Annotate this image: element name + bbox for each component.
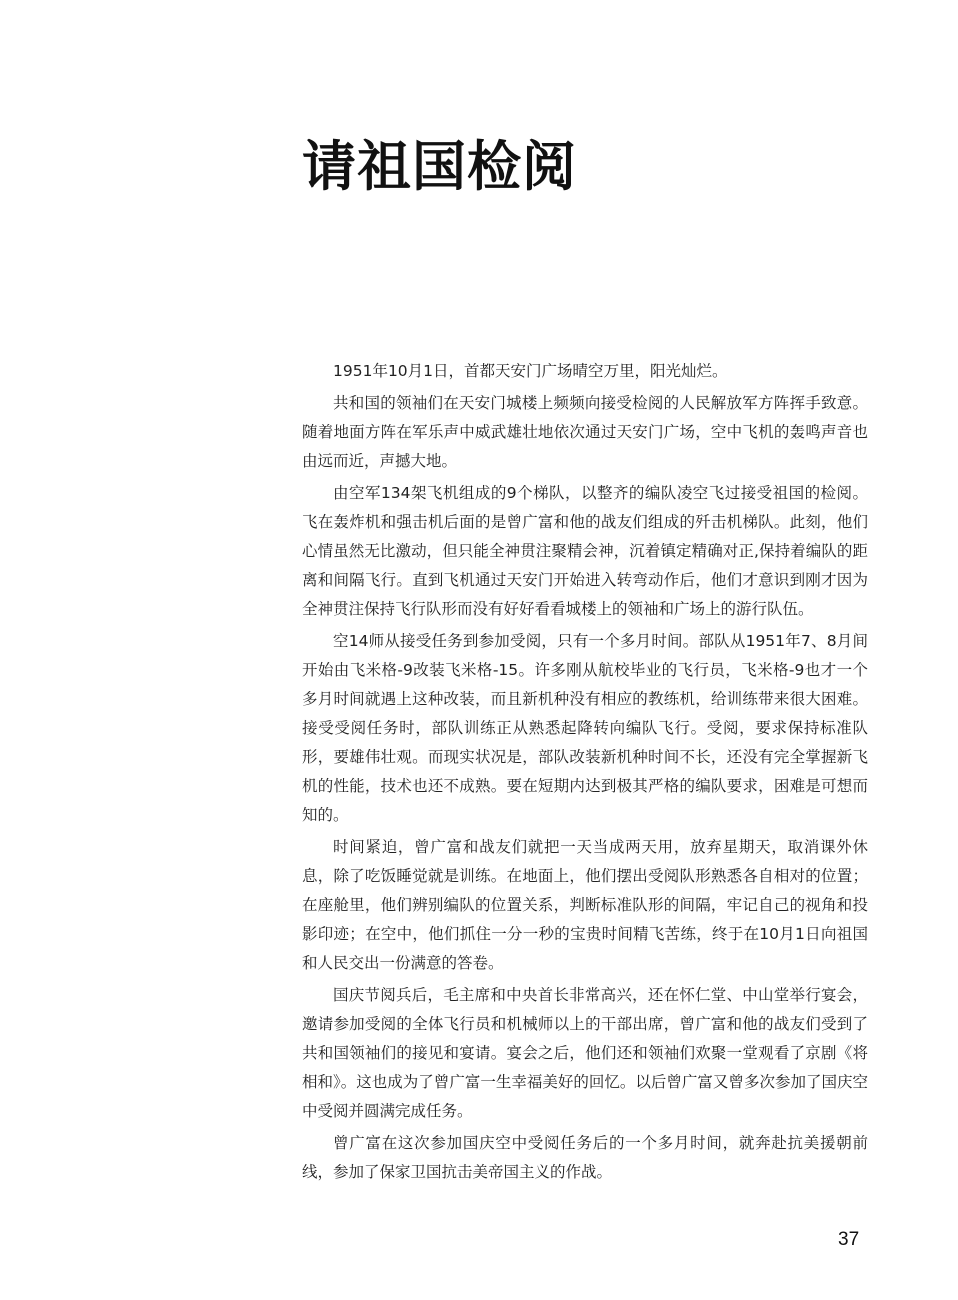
paragraph: 共和国的领袖们在天安门城楼上频频向接受检阅的人民解放军方阵挥手致意。随着地面方阵在军乐声中威武雄壮地依次通过天安门广场，空中飞机的轰鸣声音也由远而近，声撼大地。 bbox=[302, 394, 868, 470]
paragraph: 1951年10月1日，首都天安门广场晴空万里，阳光灿烂。 bbox=[333, 362, 728, 380]
paragraph: 国庆节阅兵后，毛主席和中央首长非常高兴，还在怀仁堂、中山堂举行宴会，邀请参加受阅的全体飞行员和机械师以上的干部出席，曾广富和他的战友们受到了共和国领袖们的接见和宴请。宴会之后，他们还和领袖们欢聚一堂观看了京剧《将相和》。这也成为了曾广富一生幸福美好的回忆。以后曾广富又曾多次参加了国庆空中受阅并圆满完成任务。 bbox=[302, 986, 868, 1120]
page-number: 37 bbox=[838, 1229, 860, 1250]
paragraph: 空14师从接受任务到参加受阅，只有一个多月时间。部队从1951年7、8月间开始由飞米格-9改装飞米格-15。许多刚从航校毕业的飞行员，飞米格-9也才一个多月时间就遇上这种改装，而且新机种没有相应的教练机，给训练带来很大困难。接受受阅任务时，部队训练正从熟悉起降转向编队飞行。受阅，要求保持标准队形，要雄伟壮观。而现实状况是，部队改装新机种时间不长，还没有完全掌握新飞机的性能，技术也还不成熟。要在短期内达到极其严格的编队要求，困难是可想而知的。 bbox=[302, 632, 868, 824]
paragraph: 时间紧迫，曾广富和战友们就把一天当成两天用，放弃星期天，取消课外休息，除了吃饭睡觉就是训练。在地面上，他们摆出受阅队形熟悉各自相对的位置；在座舱里，他们辨别编队的位置关系，判断标准队形的间隔，牢记自己的视角和投影印迹；在空中，他们抓住一分一秒的宝贵时间精飞苦练，终于在10月1日向祖国和人民交出一份满意的答卷。 bbox=[302, 838, 868, 972]
paragraph: 曾广富在这次参加国庆空中受阅任务后的一个多月时间，就奔赴抗美援朝前线，参加了保家卫国抗击美帝国主义的作战。 bbox=[302, 1134, 868, 1181]
page-title: 请祖国检阅 bbox=[302, 135, 577, 198]
article-body bbox=[302, 357, 868, 1190]
paragraph: 由空军134架飞机组成的9个梯队，以整齐的编队凌空飞过接受祖国的检阅。飞在轰炸机和强击机后面的是曾广富和他的战友们组成的歼击机梯队。此刻，他们心情虽然无比激动，但只能全神贯注聚精会神，沉着镇定精确对正,保持着编队的距离和间隔飞行。直到飞机通过天安门开始进入转弯动作后，他们才意识到刚才因为全神贯注保持飞行队形而没有好好看看城楼上的领袖和广场上的游行队伍。 bbox=[302, 484, 868, 618]
